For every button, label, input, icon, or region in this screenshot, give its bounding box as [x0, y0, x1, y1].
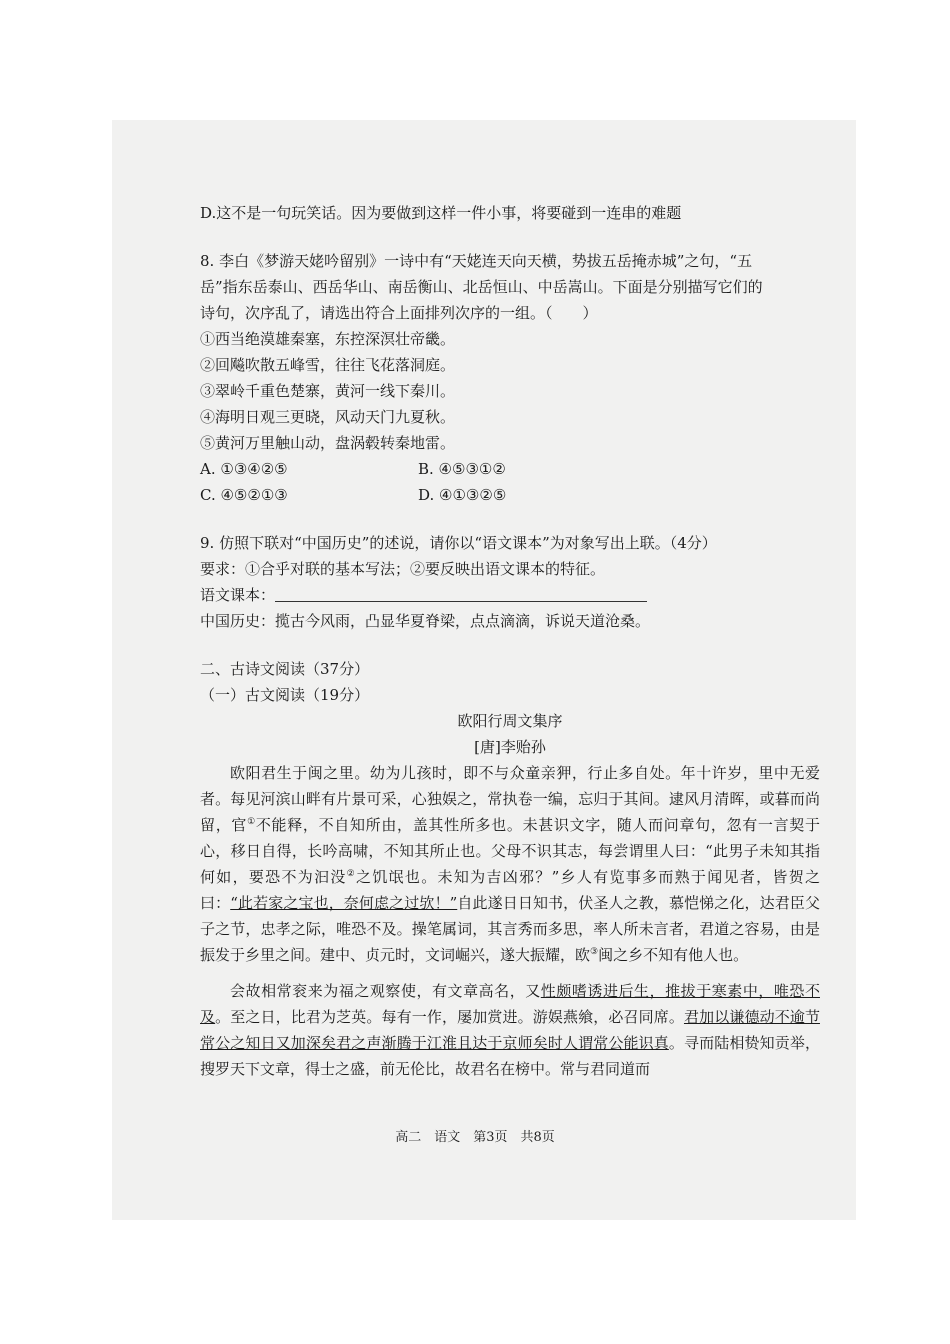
q8-option-c: C. ④⑤②①③	[200, 486, 288, 504]
underlined-sentence: “此若家之宝也，奈何虑之过欤！”	[230, 894, 458, 912]
answer-blank[interactable]	[275, 583, 647, 602]
footnote-mark-1: ①	[247, 817, 256, 827]
q8-item: ③翠岭千重色楚寨，黄河一线下秦川。	[200, 382, 456, 400]
section-heading: 二、古诗文阅读（37分）	[200, 660, 370, 678]
q8-item: ②回飚吹散五峰雪，往往飞花落洞庭。	[200, 356, 456, 374]
p1-text-d: 自此遂日日知书，伏圣人之教，慕恺悌之化，达君臣父子之节，忠孝之际，唯恐不及。操笔属词，其言秀而多思，率人所未言者，君道之容易，由是振发于乡里之间。建中、贞元时，文词崛兴，遂大振耀，欧	[200, 894, 820, 964]
passage-paragraph-2	[200, 978, 820, 1082]
q8-stem-1: 8. 李白《梦游天姥吟留别》一诗中有“天姥连天向天横，势拔五岳掩赤城”之句，“五	[200, 252, 753, 270]
q9-lower-label: 中国历史：	[200, 612, 276, 630]
q9-lower-text: 揽古今风雨，凸显华夏脊梁，点点滴滴，诉说天道沧桑。	[275, 612, 651, 630]
q9-lower-line	[200, 608, 820, 634]
p1-text-e: 闽之乡不知有他人也。	[598, 946, 749, 964]
page-footer: 高二 语文 第3页 共8页	[395, 1130, 555, 1145]
passage-author: [唐]李贻孙	[474, 738, 546, 756]
q8-stem-2: 岳”指东岳泰山、西岳华山、南岳衡山、北岳恒山、中岳嵩山。下面是分别描写它们的	[200, 278, 763, 296]
footnote-mark-3: ③	[590, 947, 599, 957]
subsection-heading: （一）古文阅读（19分）	[200, 686, 370, 704]
passage-paragraph-1	[200, 760, 820, 968]
q8-option-b: B. ④⑤③①②	[418, 460, 506, 478]
p1-text-a: 欧阳君生于闽之里。幼为儿孩时，即不与众童亲狎，行止多自处。年十许岁，里中无爱者。每见河滨山畔有片景可采，心独娱之，常执卷一编，忘归于其间。逮风月清晖，或暮而尚留，官	[200, 764, 820, 834]
passage-title: 欧阳行周文集序	[457, 712, 563, 730]
q8-option-d: D. ④①③②⑤	[418, 486, 507, 504]
q9-requirement: 要求：①合乎对联的基本写法；②要反映出语文课本的特征。	[200, 560, 606, 578]
q8-item: ①西当绝漠雄秦塞，东控深溟壮帝畿。	[200, 330, 456, 348]
q9-upper-label: 语文课本：	[200, 586, 276, 604]
underlined-sentence: 君加以谦德动不逾节常公之知日又加深矣君之声渐腾于江淮且达于京师矣时人谓常公能识真	[200, 1008, 820, 1052]
q9-stem: 9. 仿照下联对“中国历史”的述说，请你以“语文课本”为对象写出上联。（4分）	[200, 534, 717, 552]
p2-text-c: 。寻而陆相贽知贡举，搜罗天下文章，得士之盛，前无伦比，故君名在榜中。常与君同道而	[200, 1034, 820, 1078]
q7-option-d: D.这不是一句玩笑话。因为要做到这样一件小事，将要碰到一连串的难题	[200, 204, 682, 222]
q9-upper-line	[200, 582, 820, 608]
footnote-mark-2: ②	[346, 869, 357, 879]
q8-stem-3: 诗句，次序乱了，请选出符合上面排列次序的一组。（ ）	[200, 304, 598, 322]
exam-page	[200, 200, 820, 1082]
p1-text-c: 之饥氓也。未知为吉凶邪？”乡人有览事多而熟于闻见者，皆贺之曰：	[200, 868, 820, 912]
p2-text-a: 会故相常衮来为福之观察使，有文章高名，又	[230, 982, 541, 1000]
underlined-sentence: 性颇嗜诱进后生，推拔于寒素中，唯恐不及	[200, 982, 820, 1026]
q8-item: ⑤黄河万里触山动，盘涡毂转秦地雷。	[200, 434, 456, 452]
p1-text-b: 不能释，不自知所由，盖其性所多也。未甚识文字，随人而问章句，忽有一言契于心，移日自得，长吟高啸，不知其所止也。父母不识其志，每尝谓里人曰：“此男子未知其指何如，要恐不为汩没	[200, 816, 820, 886]
q8-option-a: A. ①③④②⑤	[200, 460, 288, 478]
q8-item: ④海明日观三更晓，风动天门九夏秋。	[200, 408, 456, 426]
p2-text-b: 。至之日，比君为芝英。每有一作，屡加赏进。游娱燕飨，必召同席。	[215, 1008, 684, 1026]
